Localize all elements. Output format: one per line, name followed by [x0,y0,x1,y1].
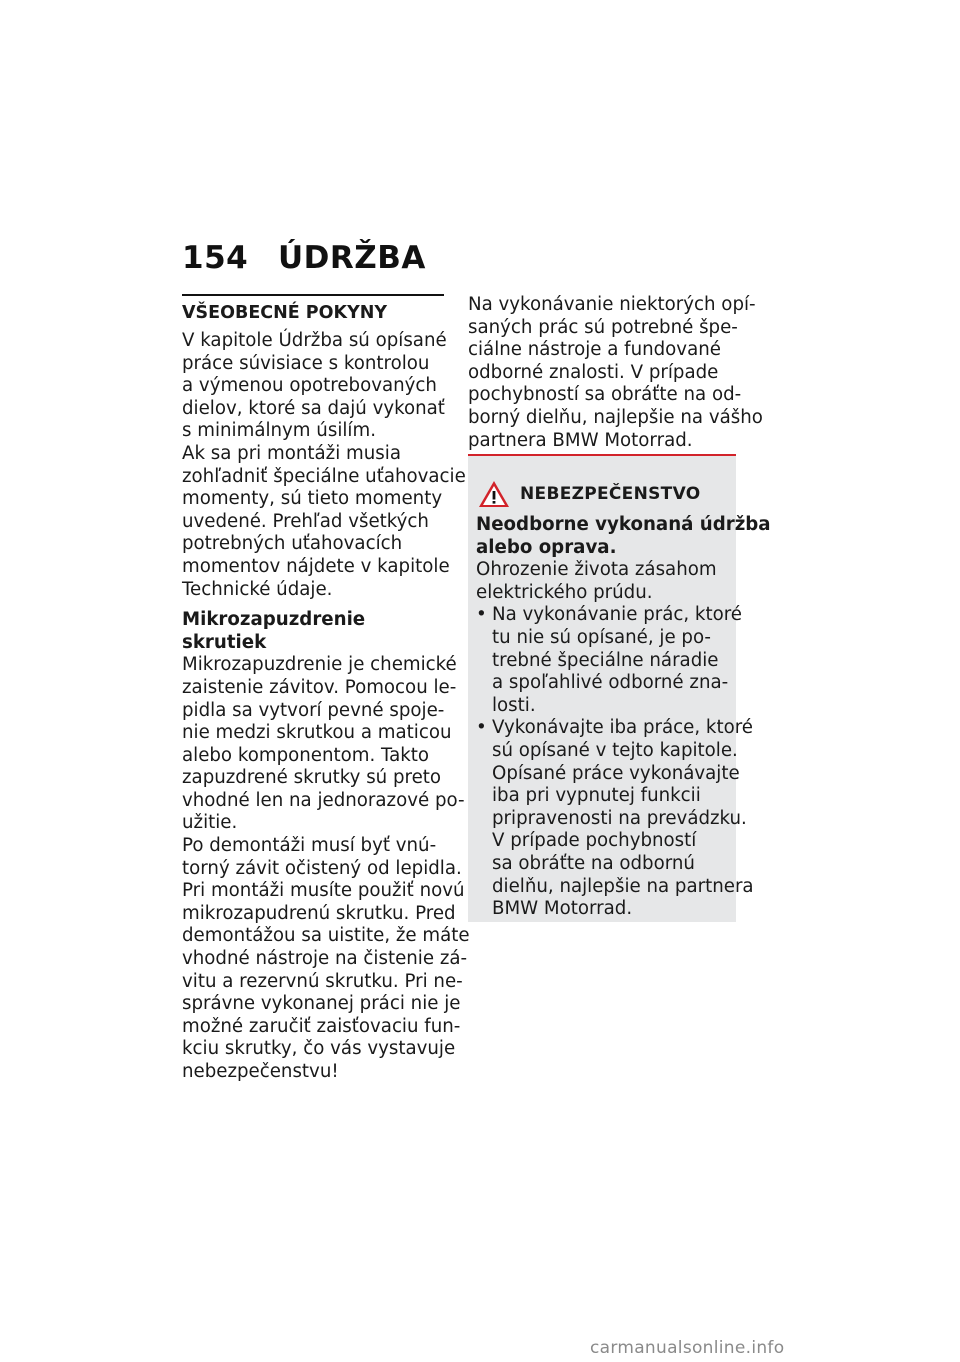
paragraph-torque [182,442,466,601]
left-column [182,294,470,1084]
text-line: elektrického prúdu. [476,581,653,603]
text-line: trebné špeciálne náradie [492,649,719,671]
text-line: partnera BMW Motorrad. [468,429,693,451]
text-line: alebo komponentom. Takto [182,744,430,766]
text-line: zohľadniť špeciálne uťahovacie [182,465,466,487]
text-line: uvedené. Prehľad všetkých [182,510,429,532]
paragraph-intro [182,330,447,443]
text-line: a spoľahlivé odborné zna- [492,672,729,694]
text-line: dielňu, najlepšie na partnera [492,875,754,897]
warning-intro [476,559,732,604]
text-line: vhodné nástroje na čistenie zá- [182,948,468,970]
watermark-link[interactable]: carmanualsonline.info [590,1338,785,1358]
text-line: V prípade pochybností [492,830,697,852]
text-line: nie medzi skrutkou a maticou [182,722,452,744]
text-line: nebezpečenstvu! [182,1061,339,1082]
text-line: Ohrozenie života zásahom [476,559,717,581]
text-line: iba pri vypnutej funkcii [492,785,701,807]
text-line: kciu skrutky, čo vás vystavuje [182,1038,456,1060]
paragraph-microencapsulation [182,654,465,835]
text-line: s minimálnym úsilím. [182,420,376,442]
section-title: VŠEOBECNÉ POKYNY [182,303,388,323]
text-line: pidla sa vytvorí pevné spoje- [182,699,445,721]
text-line: Mikrozapuzdrenie je chemické [182,654,457,676]
warning-triangle-icon [478,480,510,508]
text-line: odborné znalosti. V prípade [468,361,719,383]
text-line: ciálne nástroje a fundované [468,339,721,361]
text-line: práce súvisiace s kontrolou [182,352,430,374]
bullet-marker: • [476,604,487,626]
warning-body [476,514,771,921]
text-line: Na vykonávanie niektorých opí- [468,294,756,315]
text-line: potrebných uťahovacích [182,533,403,555]
text-line: Neodborne vykonaná údržba [476,514,771,535]
danger-warning-box [468,454,771,922]
page-header [182,240,426,276]
text-line: pochybností sa obráťte na od- [468,384,742,406]
text-line: BMW Motorrad. [492,898,633,920]
text-line: Pri montáži musíte použiť novú [182,880,465,902]
text-line: losti. [492,694,536,716]
text-line: správne vykonanej práci nie je [182,993,461,1015]
warning-header [478,480,728,510]
text-line: V kapitole Údržba sú opísané [182,330,447,351]
text-line: tu nie sú opísané, je po- [492,626,711,648]
text-line: demontážou sa uistite, že máte [182,925,470,947]
warning-bullet-2 [476,717,754,920]
text-line: dielov, ktoré sa dajú vykonať [182,397,445,419]
text-line: torný závit očistený od lepidla. [182,857,462,879]
text-line: zaistenie závitov. Pomocou le- [182,676,457,698]
text-line: užitie. [182,812,238,834]
text-line: možné zaručiť zaisťovaciu fun- [182,1015,461,1037]
text-line: vhodné len na jednorazové po- [182,789,465,811]
section-rule [182,294,444,296]
text-line: mikrozapudrenú skrutku. Pred [182,902,456,924]
right-column [468,294,763,452]
text-line: sa obráťte na odbornú [492,852,695,874]
text-line: zapuzdrené skrutky sú preto [182,767,442,789]
text-line: Po demontáži musí byť vnú- [182,835,437,857]
text-line: alebo oprava. [476,536,617,558]
text-line: vitu a rezervnú skrutku. Pri ne- [182,970,463,992]
text-line: sú opísané v tejto kapitole. [492,739,738,761]
text-line: Na vykonávanie prác, ktoré [492,604,742,626]
warning-bold-statement [476,514,771,559]
text-line: pripravenosti na prevádzku. [492,807,747,829]
paragraph-special-tools [468,294,763,452]
warning-title: NEBEZPEČENSTVO [520,484,701,504]
text-line: momenty, sú tieto momenty [182,488,443,510]
text-line: Technické údaje. [182,578,333,600]
page-number: 154 [182,240,249,276]
text-line: Opísané práce vykonávajte [492,762,740,784]
warning-bullet-1 [476,604,742,717]
text-line: Vykonávajte iba práce, ktoré [492,717,753,739]
text-line: momentov nájdete v kapitole [182,555,450,577]
text-line: saných prác sú potrebné špe- [468,316,738,338]
text-line: borný dielňu, najlepšie na vášho [468,406,763,428]
subheading-microencapsulation: Mikrozapuzdrenie skrutiek [182,609,366,653]
paragraph-dismantling [182,835,470,1084]
text-line: Ak sa pri montáži musia [182,442,401,464]
bullet-marker: • [476,717,487,739]
text-line: a výmenou opotrebovaných [182,375,437,397]
chapter-title: ÚDRŽBA [278,240,426,276]
